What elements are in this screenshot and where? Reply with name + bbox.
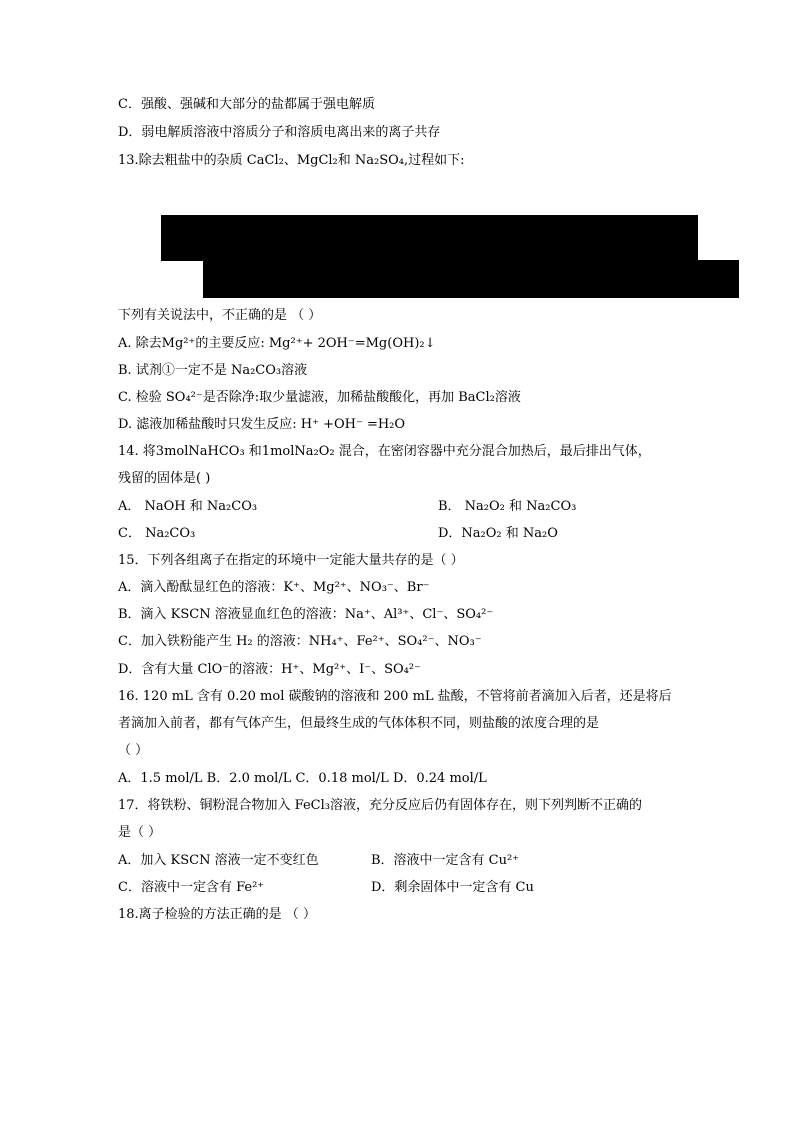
q13-option-d: D. 滤液加稀盐酸时只发生反应: H⁺ +OH⁻ =H₂O	[118, 417, 406, 432]
q13-option-b: B. 试剂①一定不是 Na₂CO₃溶液	[118, 363, 308, 378]
q15-option-a: A．滴入酚酞显红色的溶液：K⁺、Mg²⁺、NO₃⁻、Br⁻	[118, 580, 430, 595]
q17-option-d: D．剩余固体中一定含有 Cu	[371, 880, 534, 895]
q13-option-c: C. 检验 SO₄²⁻是否除净:取少量滤液，加稀盐酸酸化，再加 BaCl₂溶液	[118, 390, 521, 405]
q14-stem-line2: 残留的固体是( )	[118, 471, 211, 486]
q17-option-b: B．溶液中一定含有 Cu²⁺	[371, 853, 520, 868]
q13-question: 下列有关说法中，不正确的是 （ ）	[118, 308, 322, 323]
q17-stem-line1: 17．将铁粉、铜粉混合物加入 FeCl₃溶液，充分反应后仍有固体存在，则下列判断不正确的	[118, 798, 642, 813]
q17-option-c: C．溶液中一定含有 Fe²⁺	[118, 880, 265, 895]
q14-option-b: B． Na₂O₂ 和 Na₂CO₃	[438, 499, 577, 514]
redaction-block-bottom	[203, 258, 698, 298]
redaction-block-side	[698, 260, 739, 298]
q17-option-a: A．加入 KSCN 溶液一定不变红色	[118, 853, 319, 868]
q14-stem-line1: 14. 将3molNaHCO₃ 和1molNa₂O₂ 混合，在密闭容器中充分混合加热后，最后排出气体，	[118, 444, 651, 459]
q16-stem-line3: （ ）	[118, 743, 149, 758]
q17-stem-line2: 是（ ）	[118, 825, 162, 840]
q16-options: A．1.5 mol/L B．2.0 mol/L C．0.18 mol/L D．0.24 mol/L	[118, 771, 487, 786]
q18-stem: 18.离子检验的方法正确的是 （ ）	[118, 907, 316, 922]
q14-option-a: A． NaOH 和 Na₂CO₃	[118, 499, 258, 514]
q13-option-a: A. 除去Mg²⁺的主要反应: Mg²⁺+ 2OH⁻=Mg(OH)₂↓	[118, 336, 436, 351]
q14-option-c: C． Na₂CO₃	[118, 526, 196, 541]
q12-option-d: D．弱电解质溶液中溶质分子和溶质电离出来的离子共存	[118, 125, 441, 140]
q15-stem: 15．下列各组离子在指定的环境中一定能大量共存的是（ ）	[118, 553, 464, 568]
q14-option-d: D．Na₂O₂ 和 Na₂O	[438, 526, 558, 541]
q15-option-c: C．加入铁粉能产生 H₂ 的溶液：NH₄⁺、Fe²⁺、SO₄²⁻、NO₃⁻	[118, 634, 482, 649]
q12-option-c: C．强酸、强碱和大部分的盐都属于强电解质	[118, 97, 375, 112]
redaction-block-top	[161, 215, 698, 261]
q15-option-d: D．含有大量 ClO⁻的溶液：H⁺、Mg²⁺、I⁻、SO₄²⁻	[118, 662, 421, 677]
q16-stem-line2: 者滴加入前者，都有气体产生，但最终生成的气体体积不同，则盐酸的浓度合理的是	[118, 716, 600, 731]
q13-stem: 13.除去粗盐中的杂质 CaCl₂、MgCl₂和 Na₂SO₄,过程如下:	[118, 153, 465, 168]
q15-option-b: B．滴入 KSCN 溶液显血红色的溶液：Na⁺、Al³⁺、Cl⁻、SO₄²⁻	[118, 607, 494, 622]
q16-stem-line1: 16. 120 mL 含有 0.20 mol 碳酸钠的溶液和 200 mL 盐酸，不管将前者滴加入后者，还是将后	[118, 689, 672, 704]
